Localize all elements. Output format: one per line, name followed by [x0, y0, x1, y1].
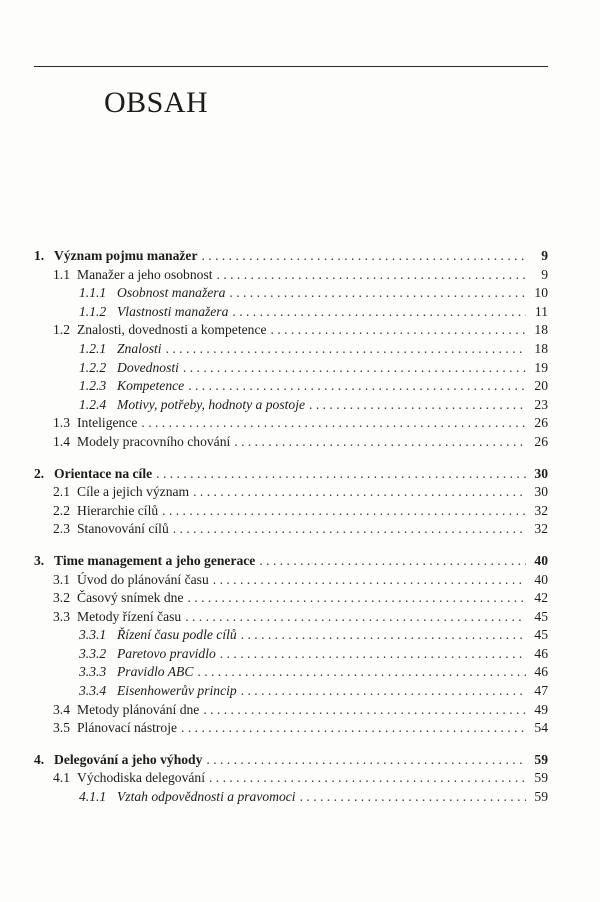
toc-entry-page: 46 — [534, 664, 548, 680]
toc-chapter — [34, 465, 548, 539]
toc-entry — [34, 626, 548, 645]
toc-entry-number: 1.1 — [53, 266, 70, 282]
toc-entry — [34, 682, 548, 701]
dot-leader — [203, 701, 526, 720]
dot-leader — [187, 589, 526, 608]
toc-entry — [34, 663, 548, 682]
toc-chapter-heading — [34, 552, 548, 571]
toc-entry-title: Motivy, potřeby, hodnoty a postoje — [117, 396, 306, 412]
toc-entry — [34, 719, 548, 738]
toc-entry-title: Řízení času podle cílů — [117, 627, 237, 643]
dot-leader — [166, 340, 526, 359]
toc-entry-number: 1.2.2 — [79, 359, 107, 375]
dot-leader — [241, 682, 526, 701]
toc-entry-number: 3.4 — [53, 701, 70, 717]
toc-entry — [34, 645, 548, 664]
toc-entry-title: Východiska delegování — [77, 770, 205, 786]
table-of-contents — [34, 247, 548, 820]
toc-entry-title: Kompetence — [117, 378, 185, 394]
toc-chapter — [34, 552, 548, 738]
toc-entry-page: 45 — [534, 627, 548, 643]
toc-entry-title: Znalosti, dovednosti a kompetence — [77, 322, 267, 338]
toc-entry-page: 19 — [534, 359, 548, 375]
dot-leader — [229, 284, 526, 303]
toc-chapter-heading — [34, 465, 548, 484]
toc-entry-number: 2.1 — [53, 484, 70, 500]
dot-leader — [193, 483, 526, 502]
toc-entry-page: 46 — [534, 645, 548, 661]
toc-entry-page: 32 — [534, 521, 548, 537]
toc-entry-title: Cíle a jejich význam — [77, 484, 190, 500]
toc-entry-title: Význam pojmu manažer — [54, 248, 198, 263]
toc-entry — [34, 396, 548, 415]
toc-entry-number: 1.1.1 — [79, 285, 107, 301]
toc-entry — [34, 608, 548, 627]
toc-entry — [34, 788, 548, 807]
toc-entry-page: 9 — [541, 266, 548, 282]
toc-entry — [34, 359, 548, 378]
toc-entry-title: Metody plánování dne — [77, 701, 200, 717]
toc-entry-page: 40 — [534, 571, 548, 587]
toc-entry-page: 26 — [534, 433, 548, 449]
toc-entry-number: 1. — [34, 248, 45, 263]
toc-entry — [34, 589, 548, 608]
toc-entry — [34, 502, 548, 521]
toc-entry-number: 1.3 — [53, 415, 70, 431]
toc-entry-number: 2.2 — [53, 502, 70, 518]
toc-entry-page: 30 — [534, 484, 548, 500]
page-title: OBSAH — [104, 86, 209, 119]
toc-entry — [34, 303, 548, 322]
dot-leader — [271, 321, 526, 340]
toc-entry-number: 4.1 — [53, 770, 70, 786]
toc-entry-page: 32 — [534, 502, 548, 518]
toc-entry-number: 1.1.2 — [79, 303, 107, 319]
dot-leader — [217, 266, 526, 285]
toc-entry-page: 11 — [534, 303, 548, 319]
toc-entry-page: 26 — [534, 415, 548, 431]
toc-entry-title: Pravidlo ABC — [117, 664, 194, 680]
toc-entry-page: 42 — [534, 590, 548, 606]
toc-entry-number: 3.3.2 — [79, 645, 107, 661]
dot-leader — [197, 663, 526, 682]
dot-leader — [162, 502, 526, 521]
toc-entry-number: 1.2.3 — [79, 378, 107, 394]
toc-entry — [34, 483, 548, 502]
toc-entry-number: 3.3.1 — [79, 627, 107, 643]
toc-entry-page: 30 — [534, 465, 548, 481]
toc-entry-number: 2. — [34, 465, 45, 481]
toc-entry-page: 59 — [534, 770, 548, 786]
dot-leader — [213, 571, 526, 590]
toc-entry-number: 3. — [34, 552, 45, 568]
toc-entry — [34, 769, 548, 788]
toc-entry-title: Vztah odpovědnosti a pravomoci — [117, 789, 296, 805]
toc-entry-title: Manažer a jeho osobnost — [77, 266, 213, 282]
toc-chapter-heading — [34, 247, 548, 266]
toc-entry-title: Plánovací nástroje — [77, 720, 178, 736]
top-rule — [34, 66, 548, 67]
toc-entry-title: Time management a jeho generace — [54, 552, 256, 568]
toc-entry-title: Dovednosti — [117, 359, 179, 375]
toc-entry — [34, 284, 548, 303]
toc-entry-title: Metody řízení času — [77, 608, 182, 624]
toc-entry-page: 18 — [534, 340, 548, 356]
toc-entry-page: 18 — [534, 322, 548, 338]
toc-entry — [34, 266, 548, 285]
toc-entry-page: 9 — [541, 248, 548, 263]
toc-entry-number: 3.5 — [53, 720, 70, 736]
dot-leader — [209, 769, 526, 788]
toc-entry-title: Hierarchie cílů — [77, 502, 159, 518]
toc-entry-title: Modely pracovního chování — [77, 433, 231, 449]
toc-entry-page: 54 — [534, 720, 548, 736]
toc-entry — [34, 377, 548, 396]
toc-entry-number: 1.2.4 — [79, 396, 107, 412]
toc-entry-number: 2.3 — [53, 521, 70, 537]
toc-entry-page: 59 — [534, 789, 548, 805]
toc-entry — [34, 701, 548, 720]
dot-leader — [183, 359, 526, 378]
toc-entry-title: Delegování a jeho výhody — [54, 751, 203, 767]
toc-entry-title: Vlastnosti manažera — [117, 303, 229, 319]
toc-chapter — [34, 247, 548, 452]
toc-entry-title: Úvod do plánování času — [77, 571, 209, 587]
toc-entry-page: 20 — [534, 378, 548, 394]
dot-leader — [173, 520, 526, 539]
dot-leader — [309, 396, 526, 415]
toc-entry-title: Znalosti — [117, 340, 162, 356]
toc-entry-page: 47 — [534, 683, 548, 699]
dot-leader — [181, 719, 526, 738]
toc-entry-page: 10 — [534, 285, 548, 301]
toc-entry-number: 3.1 — [53, 571, 70, 587]
toc-entry-title: Časový snímek dne — [77, 590, 184, 606]
toc-entry — [34, 571, 548, 590]
dot-leader — [241, 626, 526, 645]
toc-entry-number: 4.1.1 — [79, 789, 107, 805]
dot-leader — [232, 303, 526, 322]
toc-entry-number: 3.2 — [53, 590, 70, 606]
dot-leader — [188, 377, 526, 396]
toc-entry-page: 49 — [534, 701, 548, 717]
dot-leader — [300, 788, 526, 807]
toc-entry — [34, 414, 548, 433]
toc-chapter — [34, 751, 548, 807]
toc-entry-number: 4. — [34, 751, 45, 767]
toc-entry — [34, 340, 548, 359]
toc-entry-title: Eisenhowerův princip — [117, 683, 237, 699]
toc-entry-number: 1.4 — [53, 433, 70, 449]
toc-entry — [34, 321, 548, 340]
toc-entry-number: 3.3.4 — [79, 683, 107, 699]
toc-entry-number: 3.3 — [53, 608, 70, 624]
dot-leader — [206, 751, 526, 770]
toc-entry-page: 45 — [534, 608, 548, 624]
dot-leader — [220, 645, 526, 664]
toc-entry-title: Paretovo pravidlo — [117, 645, 216, 661]
dot-leader — [156, 465, 526, 484]
dot-leader — [185, 608, 526, 627]
toc-entry — [34, 520, 548, 539]
dot-leader — [141, 414, 526, 433]
toc-entry-number: 1.2 — [53, 322, 70, 338]
toc-entry-title: Osobnost manažera — [117, 285, 226, 301]
toc-entry-title: Inteligence — [77, 415, 138, 431]
toc-entry-page: 40 — [534, 552, 548, 568]
dot-leader — [234, 433, 526, 452]
toc-chapter-heading — [34, 751, 548, 770]
toc-entry — [34, 433, 548, 452]
dot-leader — [201, 247, 526, 266]
toc-entry-number: 3.3.3 — [79, 664, 107, 680]
toc-entry-title: Stanovování cílů — [77, 521, 169, 537]
toc-entry-title: Orientace na cíle — [54, 465, 153, 481]
toc-entry-page: 23 — [534, 396, 548, 412]
toc-entry-page: 59 — [534, 751, 548, 767]
dot-leader — [259, 552, 526, 571]
toc-entry-number: 1.2.1 — [79, 340, 107, 356]
